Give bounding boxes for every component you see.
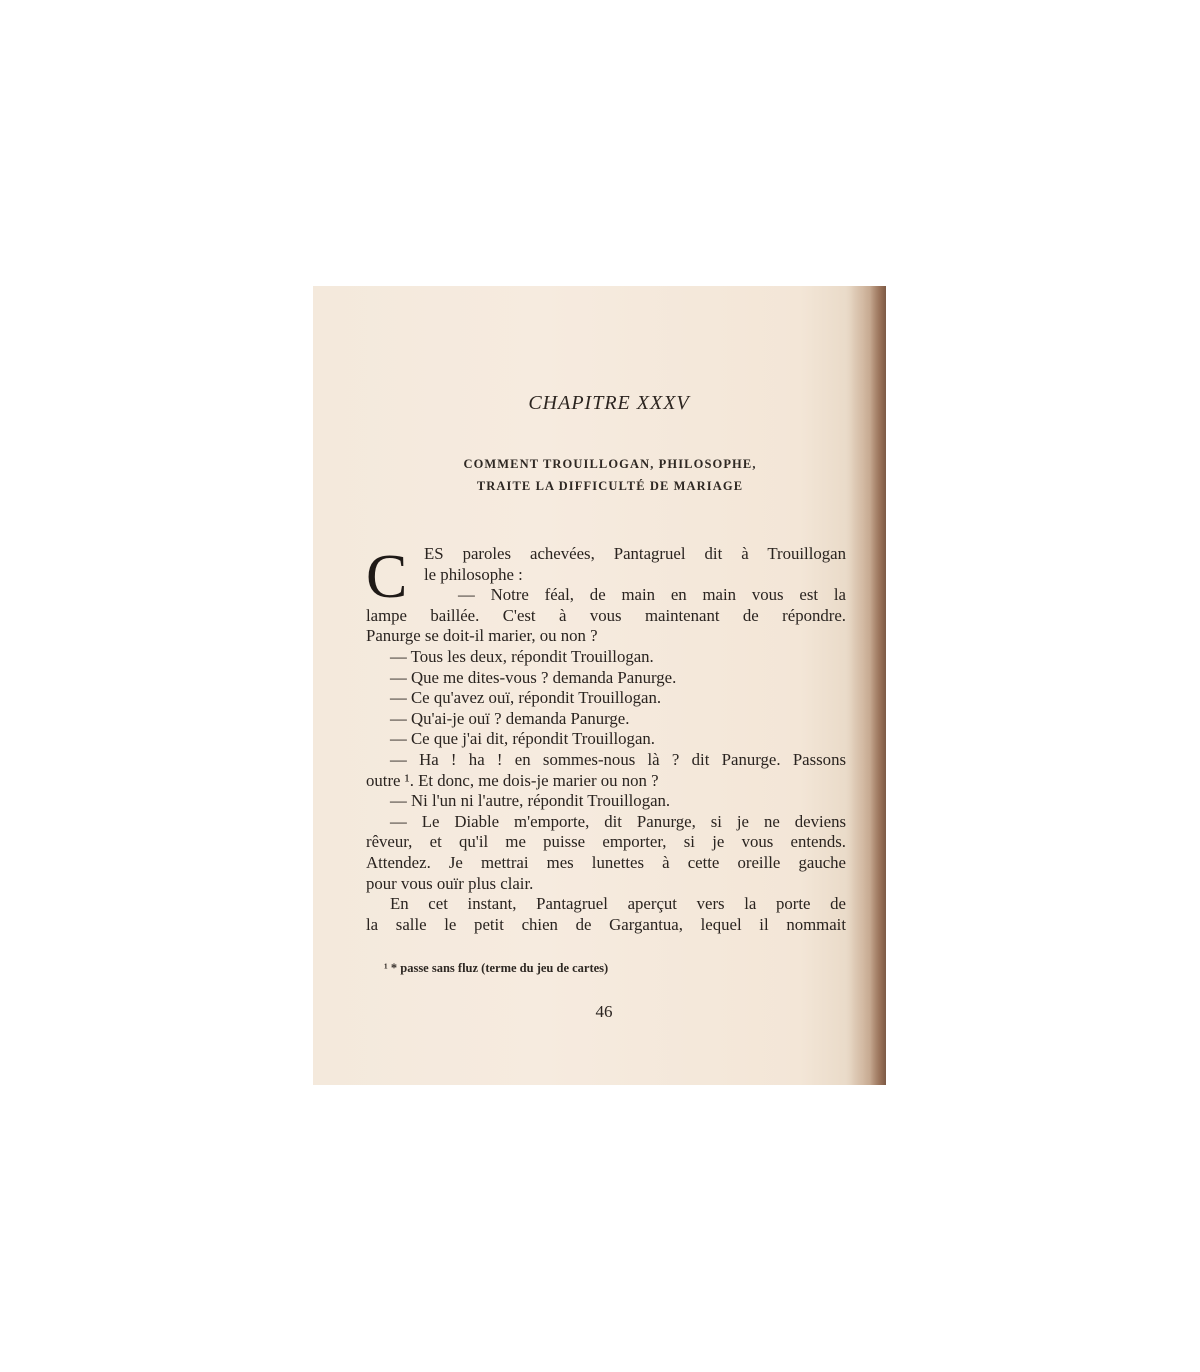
text-line: outre ¹. Et donc, me dois-je marier ou non ? — [366, 770, 659, 790]
text-line: En cet instant, Pantagruel aperçut vers la porte de — [390, 894, 846, 914]
drop-cap: C — [366, 543, 408, 611]
text-line: Attendez. Je mettrai mes lunettes à cette oreille gauche — [366, 852, 846, 872]
text-line: ES paroles achevées, Pantagruel dit à Trouillogan — [424, 544, 846, 563]
text-line: le philosophe : — [424, 564, 523, 584]
chapter-title: CHAPITRE XXXV — [528, 392, 690, 414]
text-line: — Ha ! ha ! en sommes-nous là ? dit Panurge. Passons — [390, 749, 846, 769]
chapter-subtitle-line-1: COMMENT TROUILLOGAN, PHILOSOPHE, — [463, 457, 757, 471]
text-line: — Tous les deux, répondit Trouillogan. — [390, 646, 654, 666]
text-line: — Notre féal, de main en main vous est la — [458, 585, 846, 605]
text-line: — Le Diable m'emporte, dit Panurge, si je ne deviens — [390, 811, 846, 831]
text-line: rêveur, et qu'il me puisse emporter, si je vous entends. — [366, 832, 846, 852]
book-page — [313, 286, 886, 1085]
body-text — [366, 544, 846, 935]
footnote: ¹ * passe sans fluz (terme du jeu de cartes) — [384, 961, 609, 975]
text-line: — Ce que j'ai dit, répondit Trouillogan. — [390, 729, 655, 749]
text-line: — Qu'ai-je ouï ? demanda Panurge. — [390, 708, 630, 728]
text-line: la salle le petit chien de Gargantua, lequel il nommait — [366, 914, 846, 934]
chapter-subtitle-line-2: TRAITE LA DIFFICULTÉ DE MARIAGE — [476, 479, 744, 493]
text-line: — Que me dites-vous ? demanda Panurge. — [390, 667, 677, 687]
text-line: pour vous ouïr plus clair. — [366, 873, 534, 893]
text-line: Panurge se doit-il marier, ou non ? — [366, 626, 598, 646]
text-line: lampe baillée. C'est à vous maintenant de répondre. — [366, 605, 846, 625]
page-number: 46 — [595, 1002, 613, 1021]
text-line: — Ni l'un ni l'autre, répondit Trouillogan. — [390, 791, 671, 811]
text-line: — Ce qu'avez ouï, répondit Trouillogan. — [390, 688, 662, 708]
